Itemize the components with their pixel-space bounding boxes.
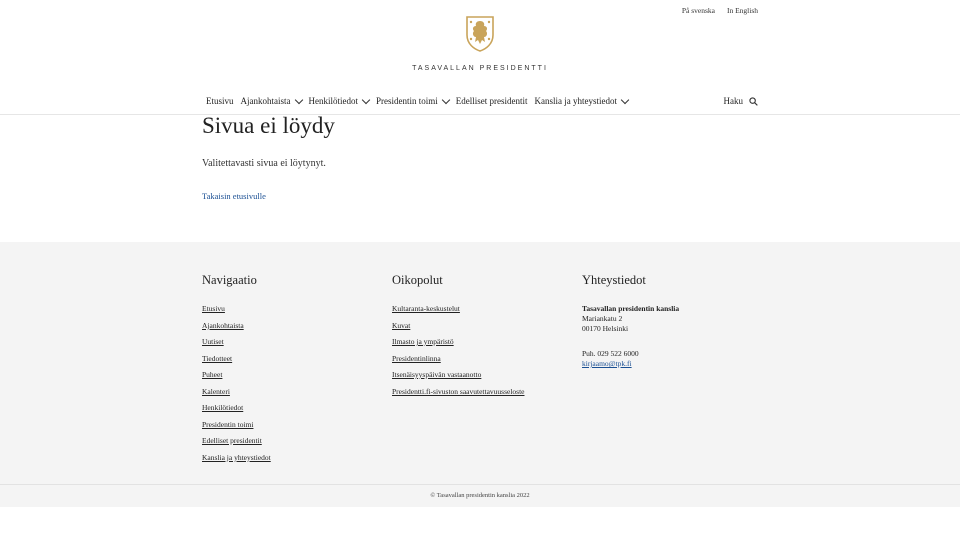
contact-org: Tasavallan presidentin kanslia xyxy=(582,304,680,313)
list-item xyxy=(202,420,271,437)
nav-item-henkilotiedot[interactable] xyxy=(309,96,370,106)
list-item xyxy=(202,370,271,387)
nav-item-label: Edelliset presidentit xyxy=(455,96,528,106)
contact-postal: 00170 Helsinki xyxy=(582,324,629,333)
search-icon xyxy=(749,97,758,106)
copyright-text: © Tasavallan presidentin kanslia 2022 xyxy=(430,492,530,499)
list-item xyxy=(392,354,524,371)
copyright-bar xyxy=(0,484,960,507)
site-logo[interactable] xyxy=(0,15,960,72)
footer-link[interactable]: Presidentin toimi xyxy=(202,419,254,429)
nav-item-edelliset-presidentit[interactable] xyxy=(456,96,528,106)
footer-link[interactable]: Presidentti.fi-sivuston saavutettavuusseloste xyxy=(392,386,525,396)
chevron-down-icon xyxy=(362,96,370,104)
page-title: Sivua ei löydy xyxy=(202,113,335,138)
list-item xyxy=(202,304,271,321)
lang-english-link[interactable]: In English xyxy=(726,6,758,15)
back-to-home-link[interactable]: Takaisin etusivulle xyxy=(202,191,266,201)
not-found-message: Valitettavasti sivua ei löytynyt. xyxy=(202,158,326,169)
footer-link[interactable]: Puheet xyxy=(202,370,223,379)
footer-shortcuts-title: Oikopolut xyxy=(392,273,443,287)
footer-navigation-title: Navigaatio xyxy=(202,273,257,287)
list-item xyxy=(202,337,271,354)
header-divider xyxy=(0,114,960,115)
list-item xyxy=(392,370,524,387)
chevron-down-icon xyxy=(621,96,629,104)
footer-link[interactable]: Kultaranta-keskustelut xyxy=(392,304,460,313)
list-item xyxy=(202,403,271,420)
footer-link[interactable]: Kanslia ja yhteystiedot xyxy=(202,452,271,462)
nav-item-label: Henkilötiedot xyxy=(308,96,359,106)
list-item xyxy=(392,321,524,338)
footer-link[interactable]: Henkilötiedot xyxy=(202,403,244,412)
footer-shortcuts-list xyxy=(392,304,524,403)
footer-contact-title: Yhteystiedot xyxy=(582,273,646,287)
footer-link[interactable]: Kalenteri xyxy=(202,386,230,396)
chevron-down-icon xyxy=(442,96,450,104)
language-switcher xyxy=(682,6,758,15)
list-item xyxy=(392,387,524,404)
search-button[interactable] xyxy=(724,96,759,106)
chevron-down-icon xyxy=(294,96,302,104)
spacer xyxy=(582,334,679,349)
nav-item-ajankohtaista[interactable] xyxy=(241,96,302,106)
footer-link[interactable]: Itsenäisyyspäivän vastaanotto xyxy=(392,370,482,379)
contact-street: Mariankatu 2 xyxy=(582,314,623,323)
contact-email-link[interactable]: kirjaamo@tpk.fi xyxy=(582,359,632,368)
lang-swedish-link[interactable]: På svenska xyxy=(681,6,715,15)
footer-link[interactable]: Etusivu xyxy=(202,304,225,313)
footer-link[interactable]: Ilmasto ja ympäristö xyxy=(392,337,454,346)
list-item xyxy=(392,337,524,354)
footer xyxy=(0,242,960,484)
footer-navigation-list xyxy=(202,304,271,469)
list-item xyxy=(202,453,271,470)
nav-item-label: Kanslia ja yhteystiedot xyxy=(534,96,617,106)
footer-navigation xyxy=(202,273,271,469)
site-name: TASAVALLAN PRESIDENTTI xyxy=(412,65,548,72)
list-item xyxy=(202,321,271,338)
list-item xyxy=(392,304,524,321)
nav-item-label: Ajankohtaista xyxy=(240,96,291,106)
footer-shortcuts xyxy=(392,273,524,403)
nav-item-kanslia[interactable] xyxy=(535,96,628,106)
contact-phone: Puh. 029 522 6000 xyxy=(582,349,639,358)
search-label: Haku xyxy=(723,96,743,106)
footer-link[interactable]: Tiedotteet xyxy=(202,353,233,363)
footer-link[interactable]: Ajankohtaista xyxy=(202,320,244,330)
list-item xyxy=(202,354,271,371)
nav-item-presidentin-toimi[interactable] xyxy=(376,96,449,106)
list-item xyxy=(202,436,271,453)
list-item xyxy=(202,387,271,404)
footer-contact xyxy=(582,273,679,369)
nav-item-label: Presidentin toimi xyxy=(376,96,438,106)
main-nav xyxy=(206,96,758,106)
nav-item-label: Etusivu xyxy=(206,96,234,106)
footer-link[interactable]: Presidentinlinna xyxy=(392,353,441,363)
footer-link[interactable]: Kuvat xyxy=(392,320,411,330)
nav-item-etusivu[interactable] xyxy=(206,96,234,106)
contact-details xyxy=(582,304,679,369)
footer-link[interactable]: Uutiset xyxy=(202,337,224,346)
footer-link[interactable]: Edelliset presidentit xyxy=(202,436,262,445)
coat-of-arms-icon xyxy=(465,15,495,53)
